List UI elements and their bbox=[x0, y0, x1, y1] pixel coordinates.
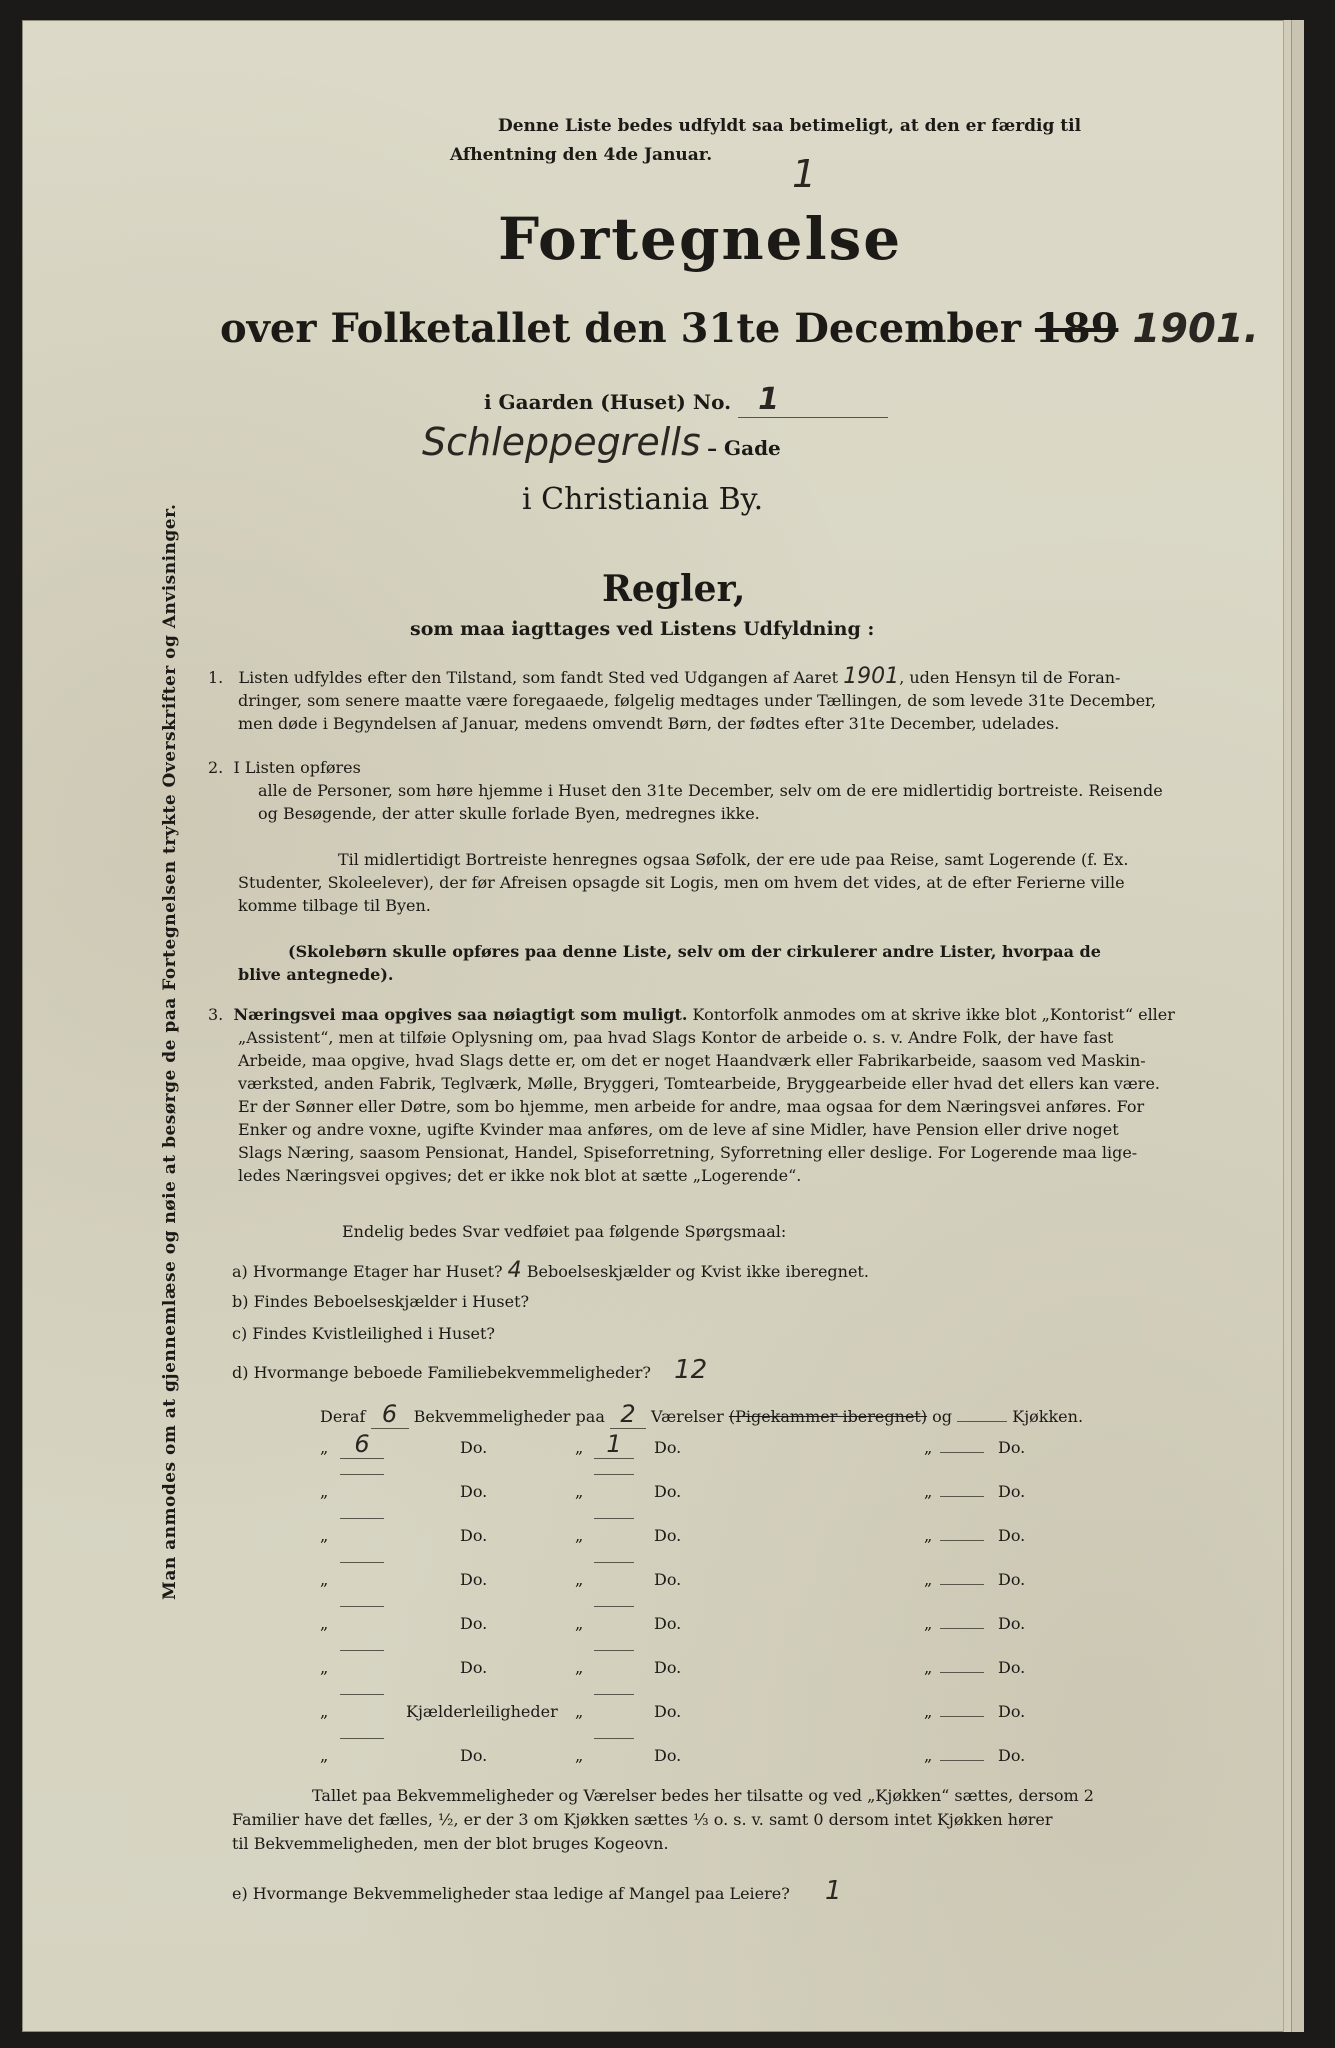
ditto-mark: „ bbox=[924, 1746, 933, 1765]
ditto-mark: „ bbox=[575, 1614, 584, 1633]
dwelling-row-rooms bbox=[594, 1474, 634, 1475]
handwritten-year: 1901. bbox=[1132, 306, 1259, 352]
ditto-mark: „ bbox=[924, 1438, 933, 1457]
ditto-mark: „ bbox=[320, 1746, 329, 1765]
dwelling-row-rooms-label: Do. bbox=[654, 1526, 682, 1545]
ditto-mark: „ bbox=[924, 1614, 933, 1633]
dwelling-row-kitchen-label: Do. bbox=[998, 1702, 1026, 1721]
dwelling-row-label: Do. bbox=[460, 1746, 488, 1765]
dwelling-row-kitchen-label: Do. bbox=[998, 1482, 1026, 1501]
handwritten-list-number: 1 bbox=[792, 152, 817, 196]
dwelling-header-row: Deraf 6 Bekvemmeligheder paa 2 Værelser (Pigekammer iberegnet) og Kjøkken. bbox=[320, 1400, 1084, 1428]
dwelling-row-label: Do. bbox=[460, 1570, 488, 1589]
note-paragraph: Tallet paa Bekvemmeligheder og Værelser bedes her tilsatte og ved „Kjøkken“ sættes, dersom 2 Familier have det fælles, ½, er der 3 om Kjøkken sættes ⅓ o. s. v. samt 0 dersom intet Kjøkken hører til Bekvemmeligheden, men der blot bruges Kogeovn. bbox=[232, 1786, 1094, 1853]
city-line: i Christiania By. bbox=[522, 482, 764, 517]
dwelling-row-rooms-label: Do. bbox=[654, 1614, 682, 1633]
street-name: Schleppegrells bbox=[422, 420, 701, 464]
answer-e: 1 bbox=[824, 1876, 842, 1906]
rule-1: 1. Listen udfyldes efter den Tilstand, som fandt Sted ved Udgangen af Aaret 1901, uden Hensyn til de Foran- dringer, som senere maatte være foregaaede, følgelig medtages under Tællingen, de som levede 31te December, men døde i Begyndelsen af Januar, medens omvendt Børn, der fødtes efter 31te December, udelades. bbox=[208, 664, 1157, 733]
ditto-mark: „ bbox=[575, 1746, 584, 1765]
ditto-mark: „ bbox=[575, 1658, 584, 1677]
instruction-line-2: Afhentning den 4de Januar. bbox=[450, 145, 713, 165]
dwelling-row-kitchen-label: Do. bbox=[998, 1570, 1026, 1589]
dwelling-row-count bbox=[340, 1606, 384, 1607]
dwelling-row-count bbox=[340, 1518, 384, 1519]
dwelling-row-rooms bbox=[594, 1518, 634, 1519]
dwelling-row-kitchen-label: Do. bbox=[998, 1438, 1026, 1457]
dwelling-row-rooms bbox=[594, 1650, 634, 1651]
ditto-mark: „ bbox=[320, 1526, 329, 1545]
dwelling-row-rooms-label: Do. bbox=[654, 1570, 682, 1589]
rule-2: 2. I Listen opføres alle de Personer, som høre hjemme i Huset den 31te December, selv om de ere midlertidig bortreiste. Reisende og Besøgende, der atter skulle forlade Byen, medregnes ikke. Til midlertidigt Bortreiste henregnes ogsaa Søfolk, der ere ude paa Reise, samt Logerende (f. Ex. Studenter, Skoleelever), der før Afreisen opsagde sit Logis, men om hvem det vides, at de efter Ferierne ville komme tilbage til Byen. (Skolebørn skulle opføres paa denne Liste, selv om der cirkulerer andre Lister, hvorpaa de blive antegnede). bbox=[208, 758, 1163, 984]
dwelling-row-rooms bbox=[594, 1738, 634, 1739]
dwelling-row-label: Do. bbox=[460, 1438, 488, 1457]
page-edge bbox=[1291, 20, 1304, 2032]
ditto-mark: „ bbox=[575, 1702, 584, 1721]
dwelling-row-rooms-label: Do. bbox=[654, 1438, 682, 1457]
dwelling-row-rooms bbox=[594, 1694, 634, 1695]
ditto-mark: „ bbox=[320, 1702, 329, 1721]
dwelling-row-label: Kjælderleiligheder bbox=[406, 1702, 558, 1721]
rules-heading: Regler, bbox=[602, 568, 746, 610]
dwelling-row-kitchen-blank bbox=[940, 1526, 984, 1541]
dwelling-row-kitchen-label: Do. bbox=[998, 1526, 1026, 1545]
rules-subheading: som maa iagttages ved Listens Udfyldning : bbox=[410, 618, 875, 640]
dwelling-row-rooms-label: Do. bbox=[654, 1746, 682, 1765]
dwelling-row-kitchen-blank bbox=[940, 1746, 984, 1761]
ditto-mark: „ bbox=[320, 1614, 329, 1633]
dwelling-row-label: Do. bbox=[460, 1482, 488, 1501]
ditto-mark: „ bbox=[924, 1702, 933, 1721]
dwelling-row-label: Do. bbox=[460, 1526, 488, 1545]
dwelling-row-count bbox=[340, 1650, 384, 1651]
ditto-mark: „ bbox=[924, 1570, 933, 1589]
questions-intro: Endelig bedes Svar vedføiet paa følgende Spørgsmaal: bbox=[342, 1222, 787, 1241]
dwelling-row-rooms bbox=[594, 1606, 634, 1607]
ditto-mark: „ bbox=[320, 1482, 329, 1501]
street-line: Schleppegrells – Gade bbox=[422, 420, 781, 464]
form-subtitle: over Folketallet den 31te December 189 1901. bbox=[220, 305, 1259, 352]
side-note: Man anmodes om at gjennemlæse og nøie at besørge de paa Fortegnelsen trykte Overskrifter og Anvisninger. bbox=[160, 503, 180, 1600]
ditto-mark: „ bbox=[575, 1438, 584, 1457]
instruction-line-1: Denne Liste bedes udfyldt saa betimeligt, at den er færdig til bbox=[498, 116, 1082, 136]
dwelling-row-count bbox=[340, 1694, 384, 1695]
dwelling-row-rooms bbox=[594, 1562, 634, 1563]
rule-1-year: 1901 bbox=[843, 664, 900, 689]
dwelling-row-kitchen-blank bbox=[940, 1438, 984, 1453]
question-d: d) Hvormange beboede Familiebekvemmeligheder? 12 bbox=[232, 1355, 708, 1385]
rule-3: 3. Næringsvei maa opgives saa nøiagtigt som muligt. Kontorfolk anmodes om at skrive ikke blot „Kontorist“ eller „Assistent“, men at tilføie Oplysning om, paa hvad Slags Kontor de arbeide o. s. v. Andre Folk, der have fast Arbeide, maa opgive, hvad Slags dette er, om det er noget Haandværk eller Fabrikarbeide, saasom ved Maskin- værksted, anden Fabrik, Teglværk, Mølle, Bryggeri, Tomtearbeide, Bryggearbeide eller hvad det ellers kan være. Er der Sønner eller Døtre, som bo hjemme, men arbeide for andre, maa ogsaa for dem Næringsvei anføres. For Enker og andre voxne, ugifte Kvinder maa anføres, om de leve af sine Midler, have Pension eller drive noget Slags Næring, saasom Pensionat, Handel, Spiseforretning, Syforretning eller deslige. For Logerende maa lige- ledes Næringsvei opgives; det er ikke nok blot at sætte „Logerende“. bbox=[208, 1005, 1175, 1185]
ditto-mark: „ bbox=[575, 1526, 584, 1545]
ditto-mark: „ bbox=[924, 1526, 933, 1545]
house-number: 1 bbox=[738, 382, 888, 418]
dwelling-row-kitchen-blank bbox=[940, 1614, 984, 1629]
ditto-mark: „ bbox=[575, 1482, 584, 1501]
dwelling-row-kitchen-blank bbox=[940, 1658, 984, 1673]
rooms-1: 2 bbox=[610, 1400, 646, 1429]
form-title: Fortegnelse bbox=[498, 205, 903, 273]
dwelling-row-kitchen-blank bbox=[940, 1570, 984, 1585]
ditto-mark: „ bbox=[575, 1570, 584, 1589]
question-b: b) Findes Beboelseskjælder i Huset? bbox=[232, 1292, 530, 1311]
dwelling-row-kitchen-label: Do. bbox=[998, 1746, 1026, 1765]
dwelling-row-rooms-label: Do. bbox=[654, 1702, 682, 1721]
dwelling-row-label: Do. bbox=[460, 1658, 488, 1677]
dwelling-count-1: 6 bbox=[371, 1400, 409, 1429]
house-line: i Gaarden (Huset) No. 1 bbox=[484, 382, 888, 418]
dwelling-row-count bbox=[340, 1738, 384, 1739]
dwelling-row-label: Do. bbox=[460, 1614, 488, 1633]
census-form-page bbox=[22, 20, 1304, 2032]
printed-year-prefix: 189 bbox=[1034, 305, 1119, 352]
dwelling-row-count: 6 bbox=[340, 1430, 384, 1459]
ditto-mark: „ bbox=[924, 1482, 933, 1501]
dwelling-row-kitchen-label: Do. bbox=[998, 1658, 1026, 1677]
question-e: e) Hvormange Bekvemmeligheder staa ledige af Mangel paa Leiere? 1 bbox=[232, 1876, 842, 1906]
ditto-mark: „ bbox=[320, 1438, 329, 1457]
dwelling-row-count bbox=[340, 1562, 384, 1563]
dwelling-row-count bbox=[340, 1474, 384, 1475]
dwelling-row-rooms-label: Do. bbox=[654, 1482, 682, 1501]
answer-a: 4 bbox=[507, 1258, 522, 1283]
answer-d: 12 bbox=[674, 1355, 708, 1385]
dwelling-row-kitchen-blank bbox=[940, 1702, 984, 1717]
dwelling-row-rooms-label: Do. bbox=[654, 1658, 682, 1677]
dwelling-row-rooms: 1 bbox=[594, 1430, 634, 1459]
dwelling-row-kitchen-blank bbox=[940, 1482, 984, 1497]
question-a: a) Hvormange Etager har Huset? 4 Beboelseskjælder og Kvist ikke iberegnet. bbox=[232, 1258, 869, 1283]
question-c: c) Findes Kvistleilighed i Huset? bbox=[232, 1324, 495, 1343]
ditto-mark: „ bbox=[320, 1658, 329, 1677]
ditto-mark: „ bbox=[924, 1658, 933, 1677]
dwelling-row-kitchen-label: Do. bbox=[998, 1614, 1026, 1633]
ditto-mark: „ bbox=[320, 1570, 329, 1589]
